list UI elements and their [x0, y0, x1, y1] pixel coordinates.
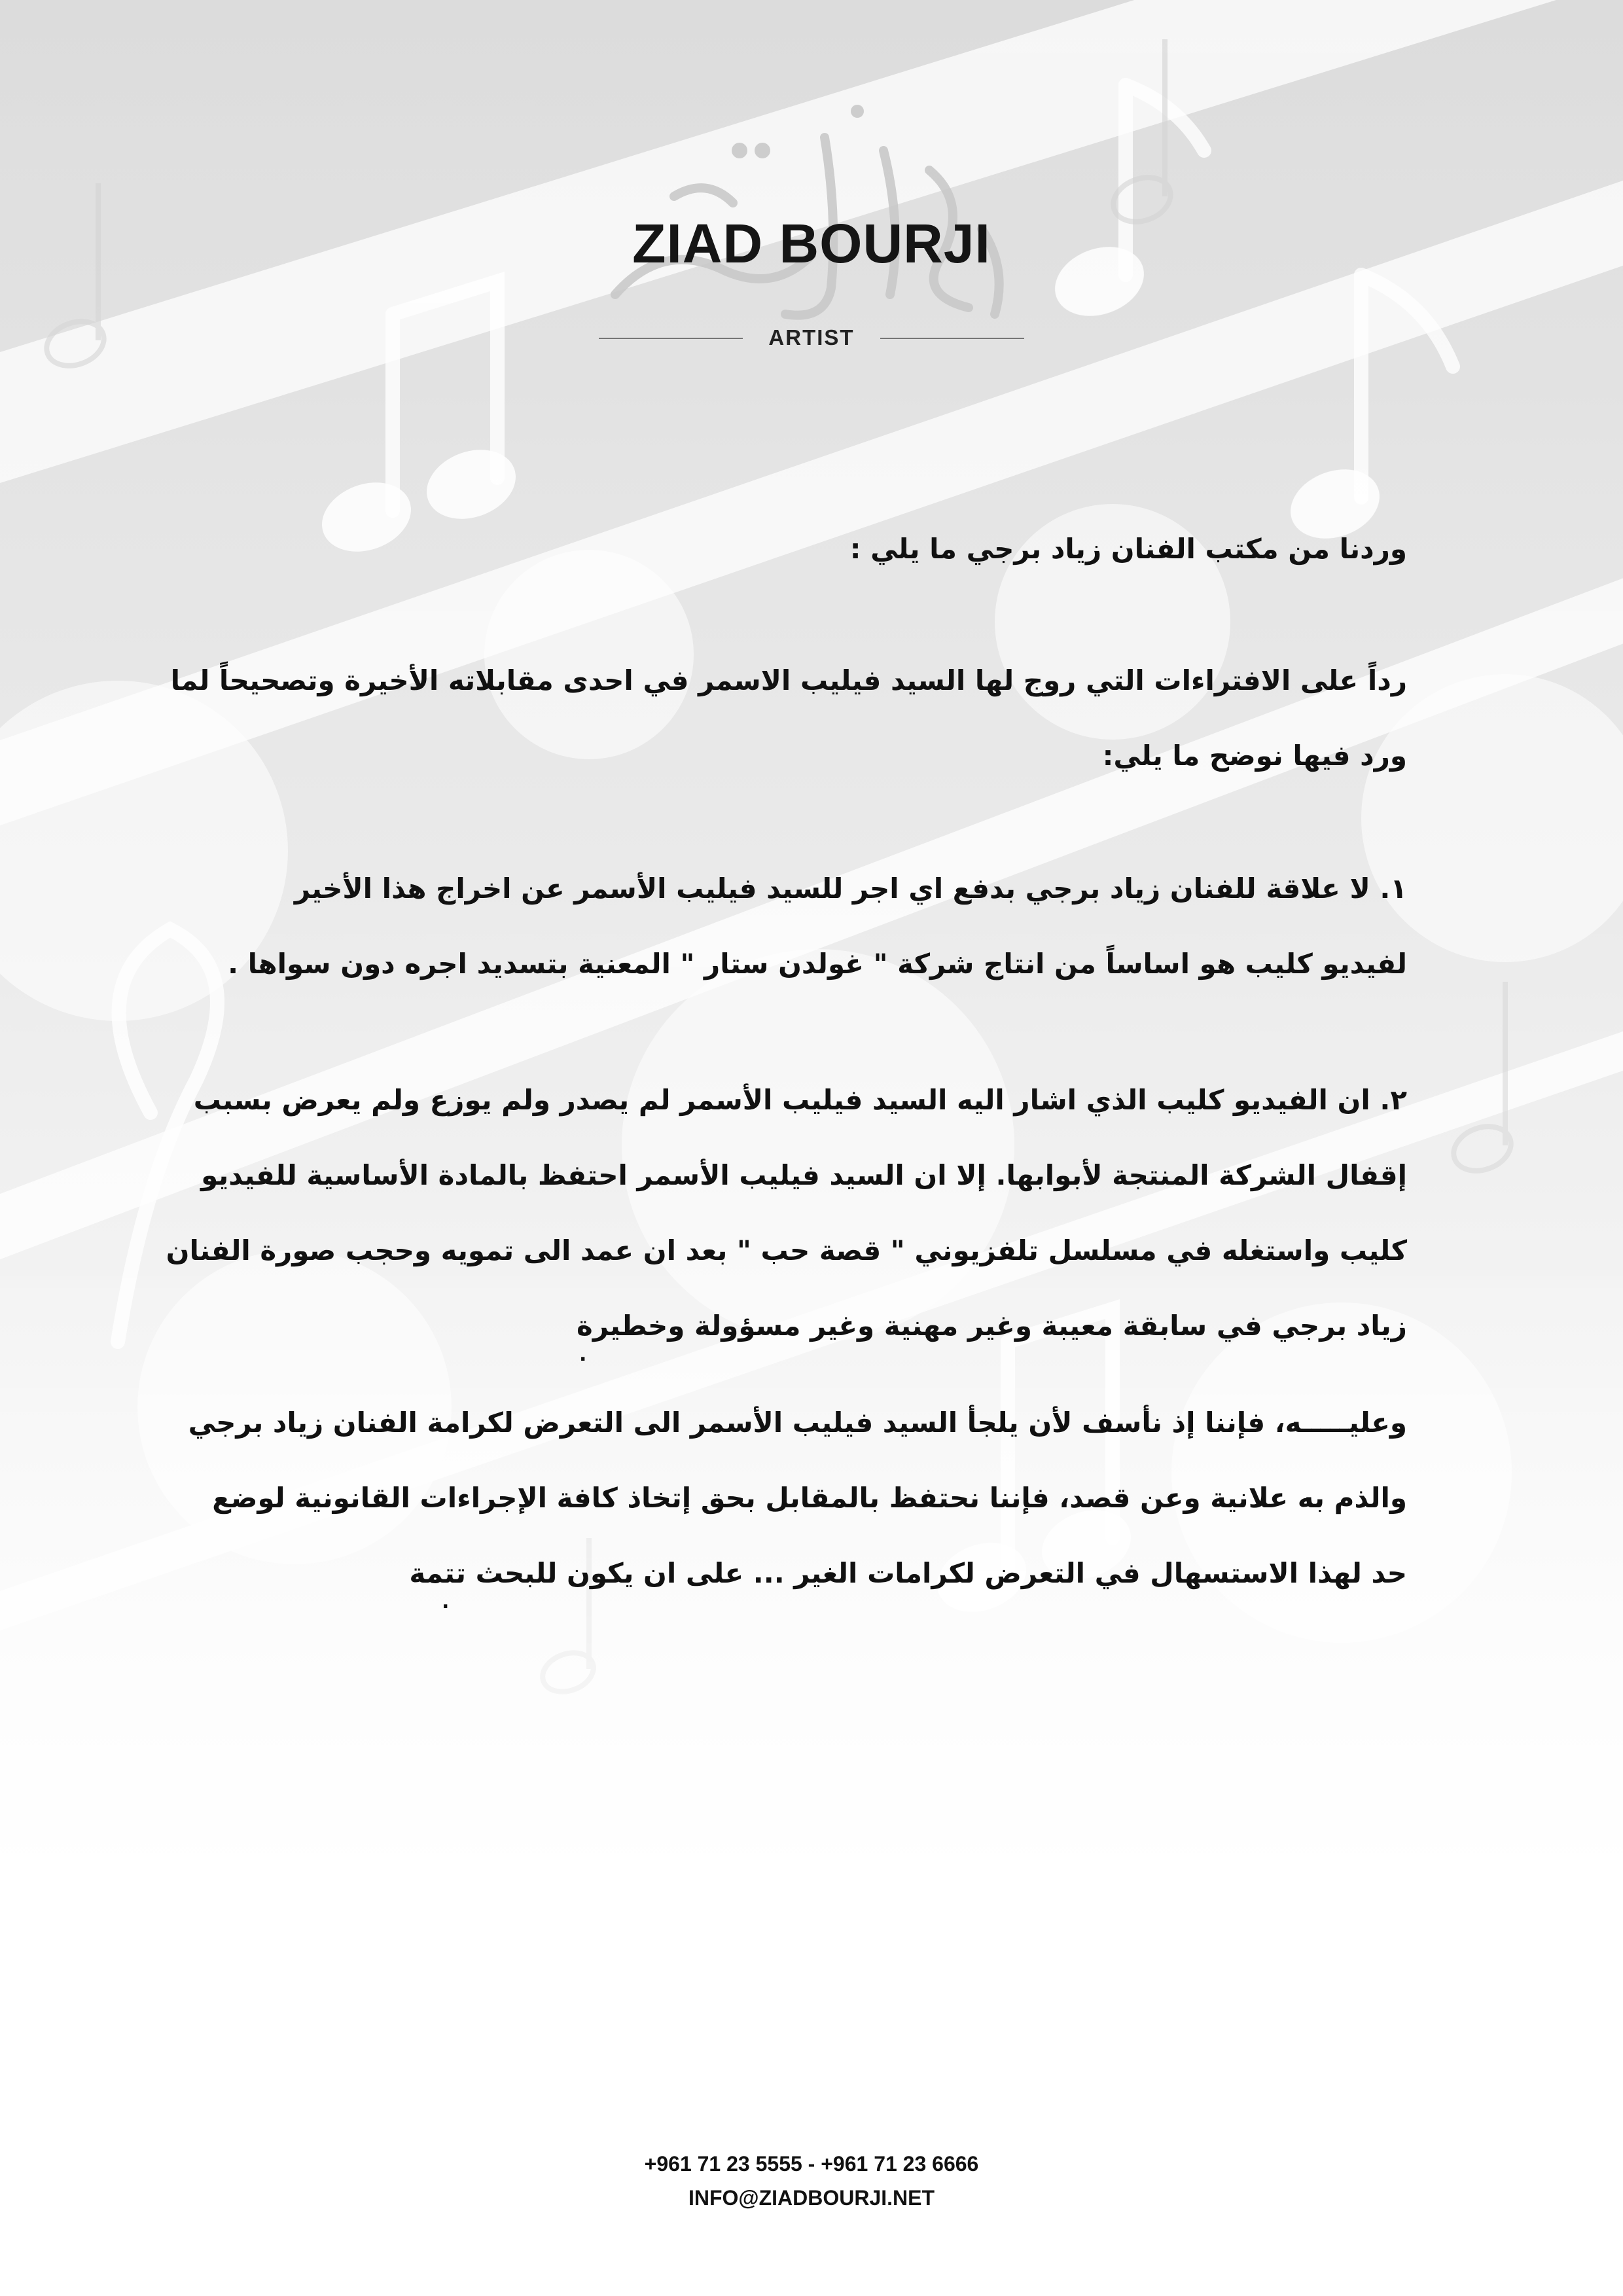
paragraph-3: [166, 1081, 1407, 1384]
paragraph-4-line-2: والذم به علانية وعن قصد، فإننا نحتفظ بالمقابل بحق إتخاذ كافة الإجراءات القانونية لوضع: [212, 1482, 1407, 1514]
footer: [0, 2147, 1623, 2215]
paragraph-3-line-2: إقفال الشركة المنتجة لأبوابها. إلا ان السيد فيليب الأسمر احتفظ بالمادة الأساسية للفيديو: [201, 1159, 1407, 1191]
letter-body: [166, 530, 1407, 1632]
paragraph-1: [170, 662, 1407, 775]
paragraph-1-line-2: ورد فيها نوضح ما يلي:: [1102, 740, 1407, 772]
brand-subtitle-row: [0, 323, 1623, 350]
paragraph-2: [209, 870, 1407, 983]
paragraph-4: [188, 1404, 1407, 1632]
brand-name: ZIAD BOURJI: [632, 213, 991, 274]
intro-paragraph: [209, 530, 1407, 568]
paragraph-4-end-row: [209, 1592, 1407, 1632]
footer-phones: +961 71 23 5555 - +961 71 23 6666: [644, 2152, 979, 2176]
footer-email: INFO@ZIADBOURJI.NET: [688, 2186, 935, 2210]
brand-subtitle: ARTIST: [768, 325, 855, 350]
divider-right: [880, 338, 1024, 339]
paragraph-2-line-2: لفيديو كليب هو اساساً من انتاج شركة " غولدن ستار " المعنية بتسديد اجره دون سواها .: [228, 948, 1407, 980]
paragraph-4-end-dot: .: [442, 1590, 450, 1613]
paragraph-3-line-1: ٢. ان الفيديو كليب الذي اشار اليه السيد فيليب الأسمر لم يصدر ولم يوزع ولم يعرض بسبب: [193, 1084, 1407, 1116]
paragraph-3-line-3: كليب واستغله في مسلسل تلفزيوني " قصة حب " بعد ان عمد الى تمويه وحجب صورة الفنان: [166, 1234, 1407, 1266]
paragraph-1-line-1: رداً على الافتراءات التي روج لها السيد فيليب الاسمر في احدى مقابلاته الأخيرة وتصحيحاً لما: [170, 664, 1407, 696]
paragraph-3-end-row: [209, 1345, 1407, 1384]
paragraph-4-line-3: حد لهذا الاستسهال في التعرض لكرامات الغير ... على ان يكون للبحث تتمة: [409, 1557, 1407, 1589]
paragraph-4-line-1: وعليـــــه، فإننا إذ نأسف لأن يلجأ السيد فيليب الأسمر الى التعرض لكرامة الفنان زياد برجي: [188, 1407, 1407, 1439]
paragraph-3-line-4: زياد برجي في سابقة معيبة وغير مهنية وغير مسؤولة وخطيرة: [577, 1310, 1407, 1342]
intro-line: وردنا من مكتب الفنان زياد برجي ما يلي :: [849, 533, 1407, 565]
paragraph-3-end-dot: .: [579, 1343, 587, 1366]
paragraph-2-line-1: ١. لا علاقة للفنان زياد برجي بدفع اي اجر للسيد فيليب الأسمر عن اخراج هذا الأخير: [294, 872, 1407, 905]
